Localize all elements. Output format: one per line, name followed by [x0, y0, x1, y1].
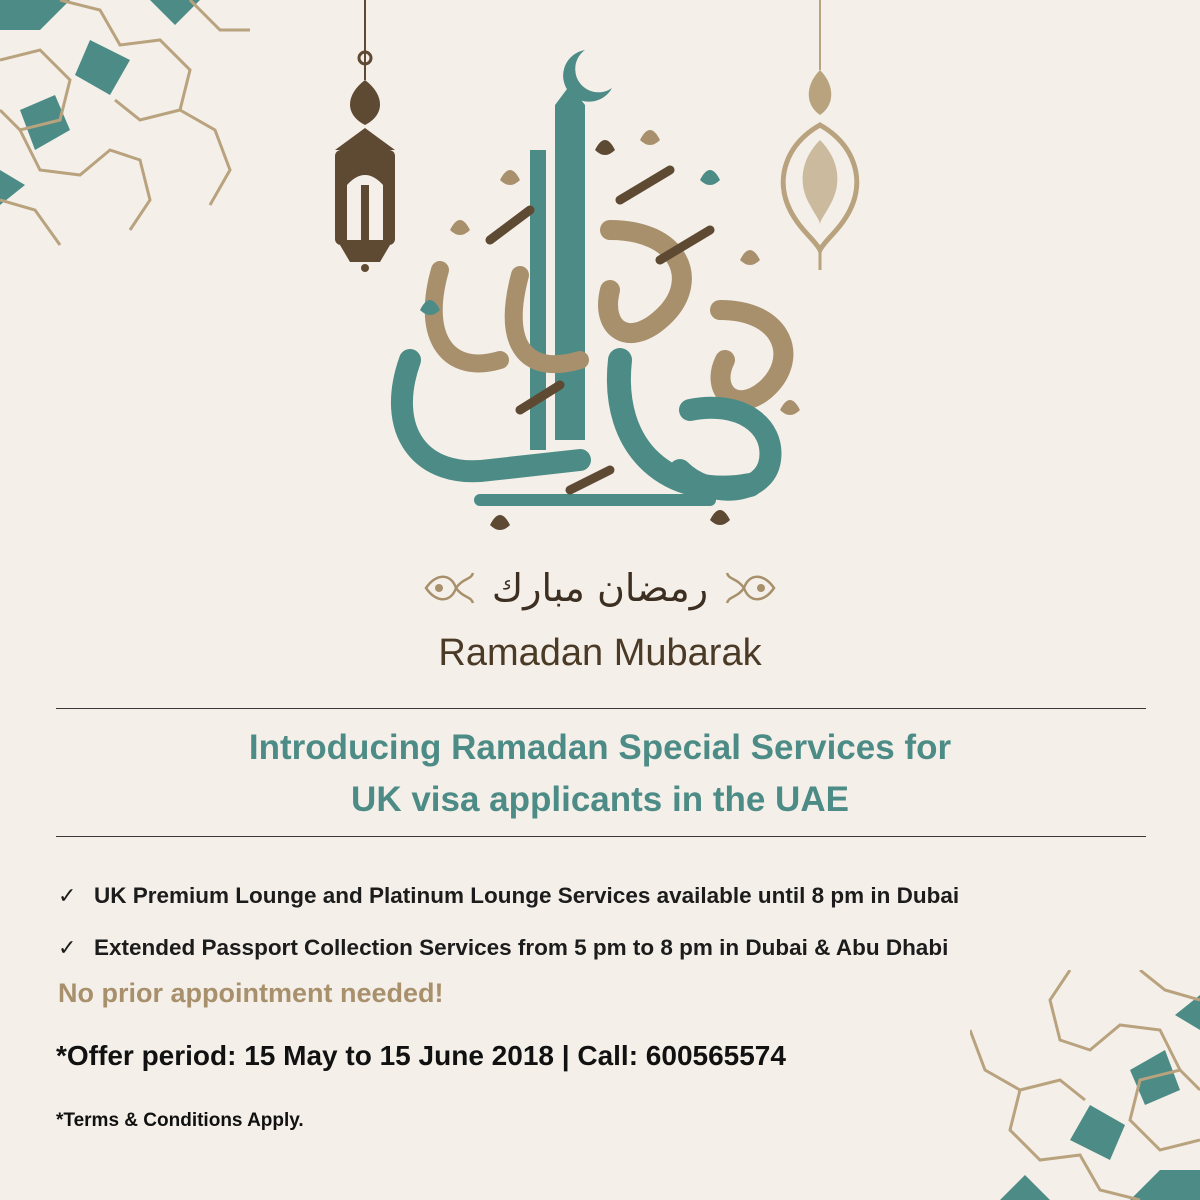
appointment-note: No prior appointment needed! [58, 978, 444, 1008]
english-greeting: Ramadan Mubarak [438, 632, 762, 674]
divider [56, 708, 1146, 709]
check-icon: ✓ [58, 883, 77, 908]
arabic-greeting: رمضان مبارك [491, 566, 709, 610]
services-list [58, 870, 1168, 974]
calligraphy-artwork-icon [380, 30, 820, 550]
list-item [58, 870, 1168, 922]
divider [56, 836, 1146, 837]
flourish-icon [724, 568, 779, 608]
headline-line-1: Introducing Ramadan Special Services for [248, 728, 952, 767]
service-text: UK Premium Lounge and Platinum Lounge Services available until 8 pm in Dubai [94, 883, 960, 908]
headline [0, 722, 1200, 826]
arabic-greeting-row [400, 558, 800, 618]
geometric-corner-pattern-icon [0, 0, 250, 250]
headline-line-2: UK visa applicants in the UAE [351, 780, 849, 819]
list-item [58, 922, 1168, 974]
service-text: Extended Passport Collection Services from 5 pm to 8 pm in Dubai & Abu Dhabi [94, 935, 949, 960]
check-icon: ✓ [58, 935, 77, 960]
flourish-icon [421, 568, 476, 608]
offer-period: *Offer period: 15 May to 15 June 2018 | Call: 600565574 [56, 1040, 786, 1071]
geometric-corner-pattern-icon [970, 970, 1200, 1200]
terms-note: *Terms & Conditions Apply. [56, 1110, 304, 1131]
